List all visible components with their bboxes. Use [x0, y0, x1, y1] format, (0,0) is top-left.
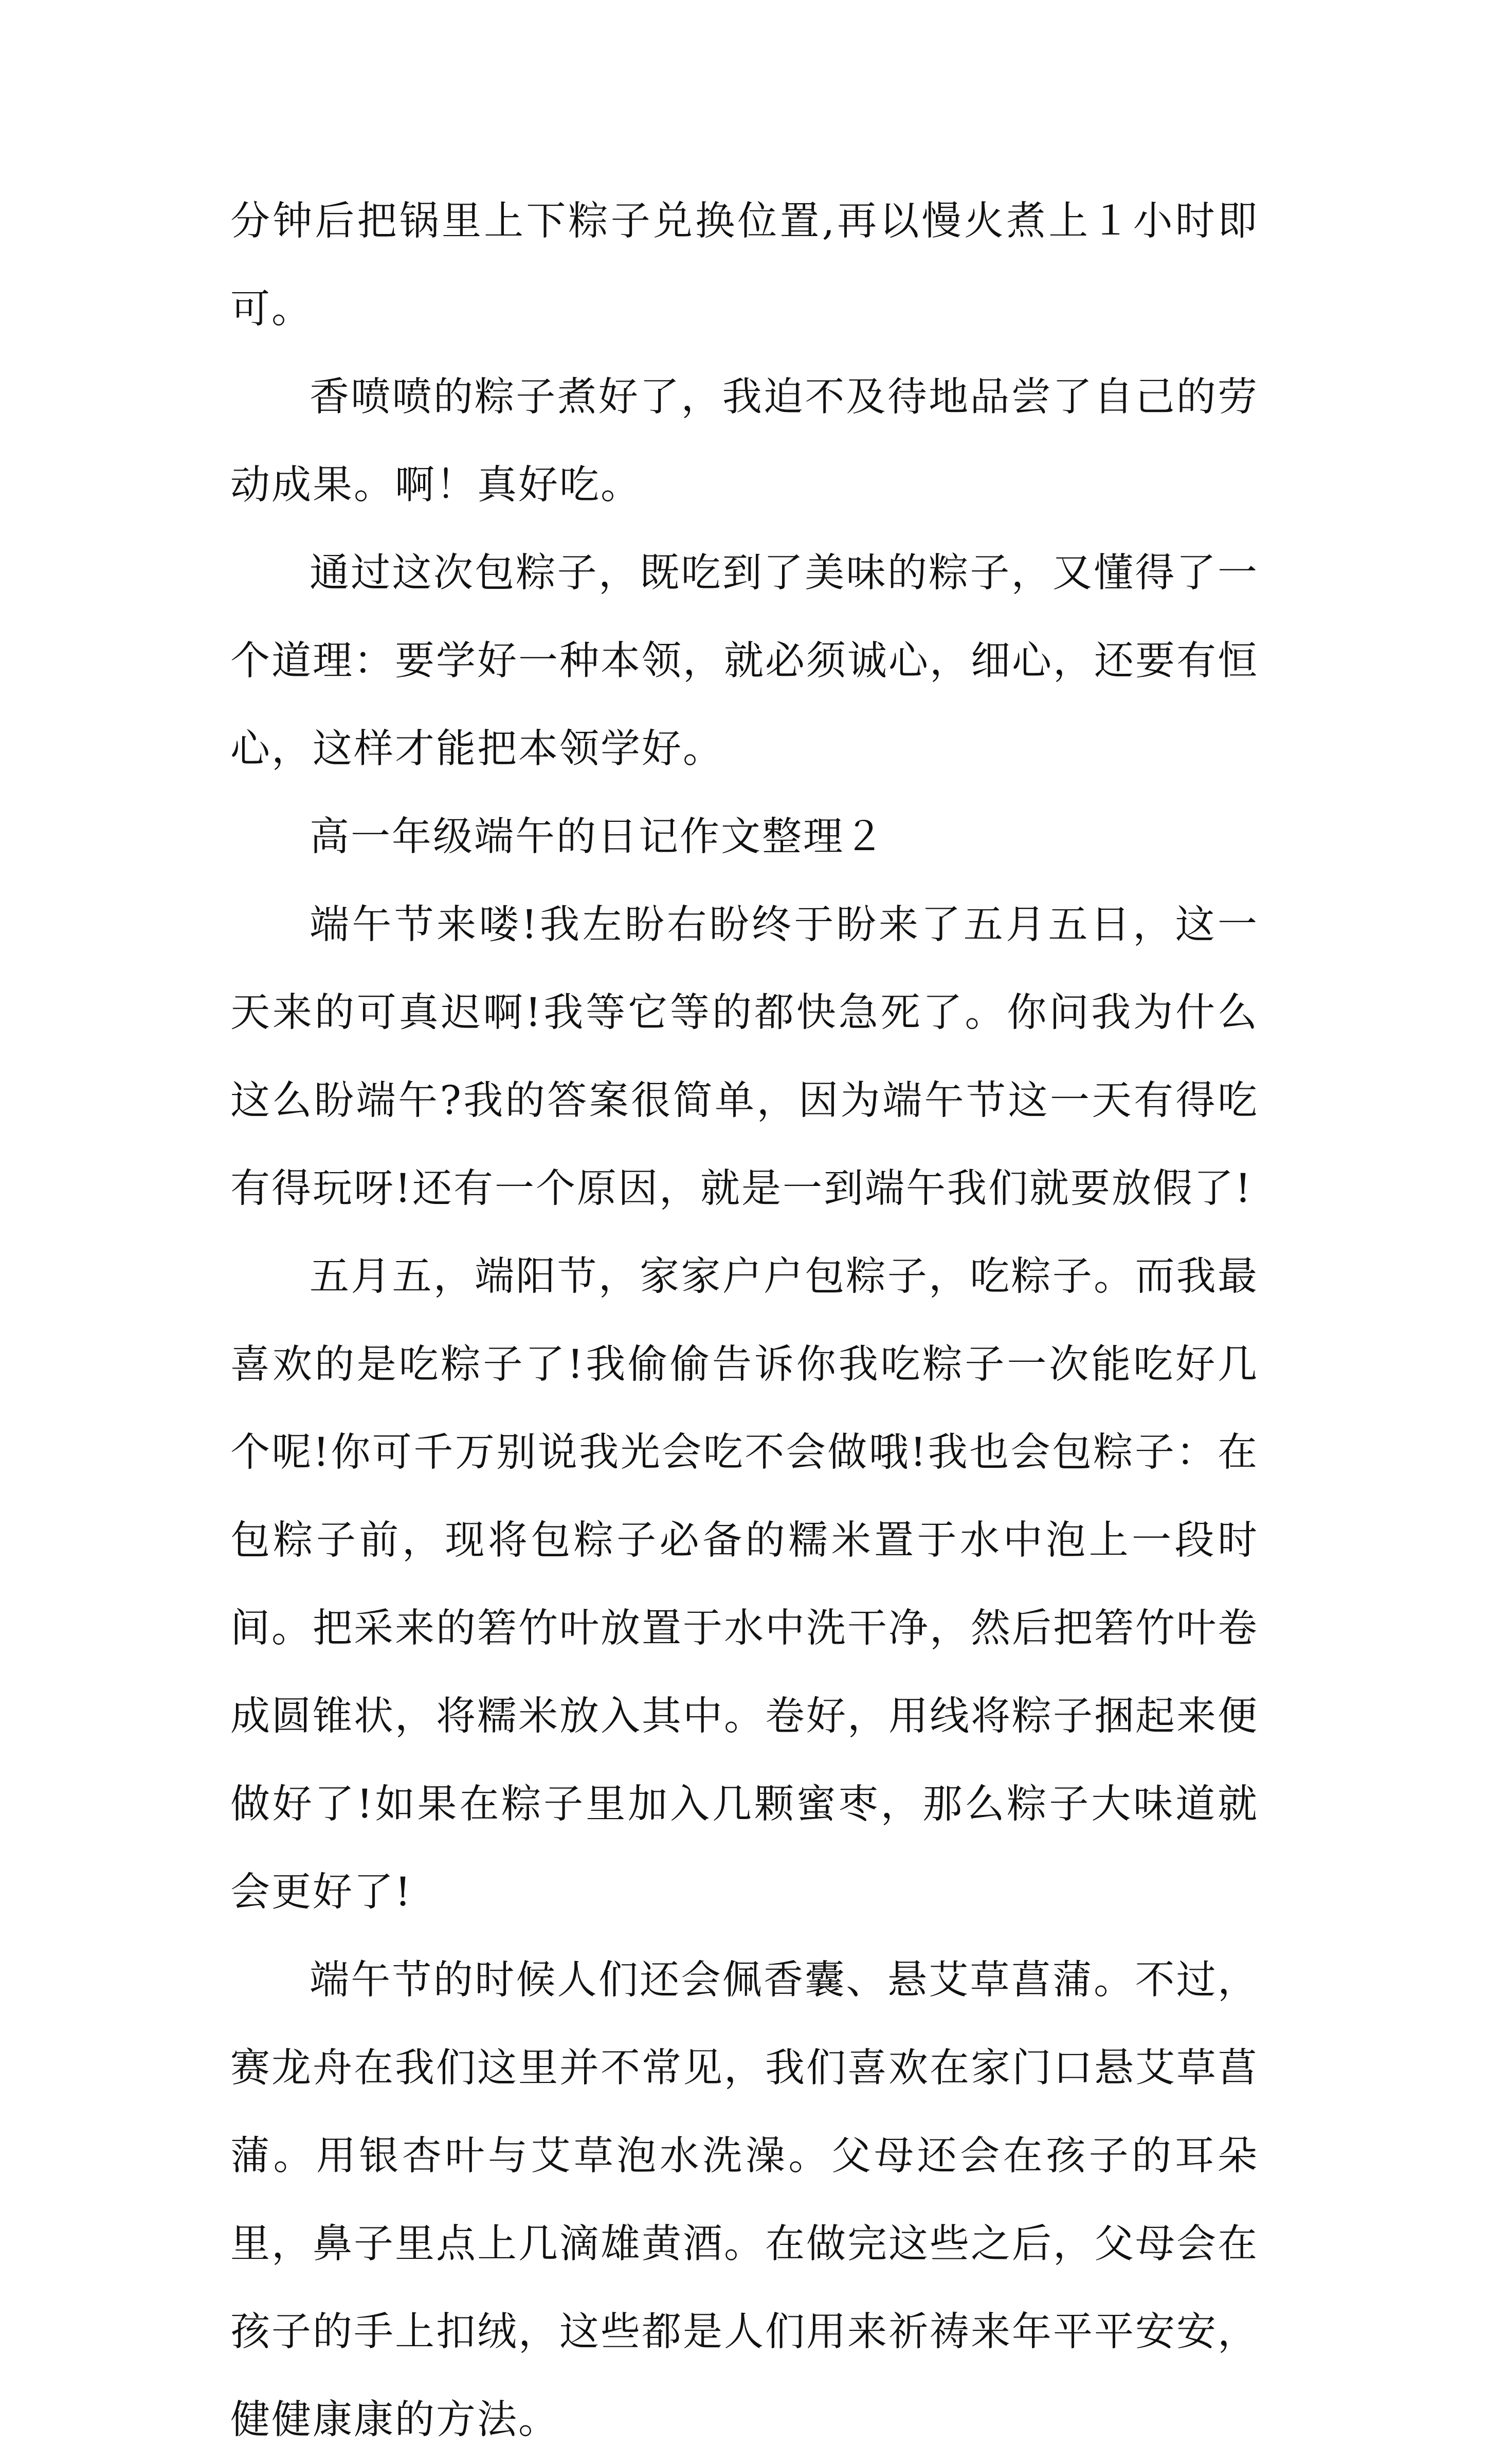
- continuation-paragraph: 分钟后把锅里上下粽子兑换位置,再以慢火煮上１小时即可。: [230, 199, 1259, 332]
- paragraph-making-zongzi: 五月五，端阳节，家家户户包粽子，吃粽子。而我最喜欢的是吃粽子了!我偷偷告诉你我吃粽子一次能吃好几个呢!你可千万别说我光会吃不会做哦!我也会包粽子：在包粽子前，现将包粽子必备的糯米置于水中泡上一段时间。把采来的箬竹叶放置于水中洗干净，然后把箬竹叶卷成圆锥状，将糯米放入其中。卷好，用线将粽子捆起来便做好了!如果在粽子里加入几颗蜜枣，那么粽子大味道就会更好了!: [230, 1254, 1259, 1915]
- paragraph-lesson: 通过这次包粽子，既吃到了美味的粽子，又懂得了一个道理：要学好一种本领，就必须诚心，细心，还要有恒心，这样才能把本领学好。: [230, 550, 1259, 772]
- paragraph-tasting: 香喷喷的粽子煮好了，我迫不及待地品尝了自己的劳动成果。啊！真好吃。: [230, 374, 1259, 508]
- document-body: [230, 177, 1259, 2464]
- paragraph-customs: 端午节的时候人们还会佩香囊、悬艾草菖蒲。不过，赛龙舟在我们这里并不常见，我们喜欢在家门口悬艾草菖蒲。用银杏叶与艾草泡水洗澡。父母还会在孩子的耳朵里，鼻子里点上几滴雄黄酒。在做完这些之后，父母会在孩子的手上扣绒，这些都是人们用来祈祷来年平平安安，健健康康的方法。: [230, 1957, 1259, 2443]
- essay-heading: 高一年级端午的日记作文整理２: [310, 814, 885, 860]
- paragraph-festival-arrives: 端午节来喽!我左盼右盼终于盼来了五月五日，这一天来的可真迟啊!我等它等的都快急死了。你问我为什么这么盼端午?我的答案很简单，因为端午节这一天有得吃有得玩呀!还有一个原因，就是一到端午我们就要放假了!: [230, 902, 1259, 1212]
